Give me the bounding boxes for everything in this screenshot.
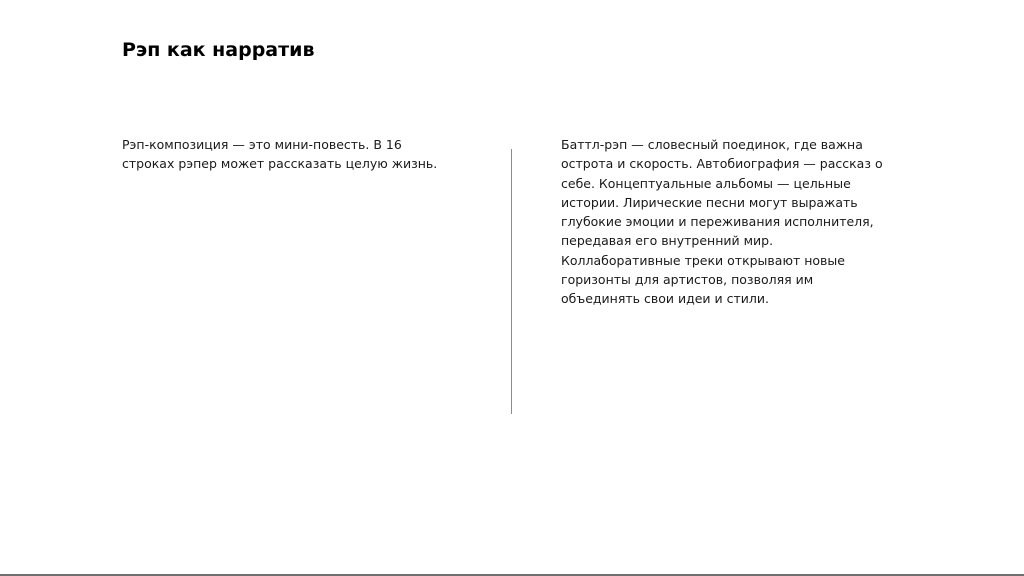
- slide-title: Рэп как нарратив: [122, 39, 315, 61]
- left-text-column: [122, 135, 462, 174]
- text-line: глубокие эмоции и переживания исполнителя,: [561, 214, 874, 230]
- text-line: Баттл-рэп — словесный поединок, где важна: [561, 137, 863, 152]
- text-line: строках рэпер может рассказать целую жизнь.: [122, 156, 438, 172]
- text-line: истории. Лирические песни могут выражать: [561, 194, 858, 210]
- column-divider: [511, 149, 512, 414]
- text-line: передавая его внутренний мир.: [561, 233, 774, 249]
- text-line: острота и скорость. Автобиография — рассказ о: [561, 156, 883, 172]
- text-line: себе. Концептуальные альбомы — цельные: [561, 175, 851, 191]
- text-line: объединять свои идеи и стили.: [561, 291, 769, 307]
- right-text-column: [561, 135, 901, 309]
- text-line: Рэп-композиция — это мини-повесть. В 16: [122, 137, 402, 152]
- text-line: горизонты для артистов, позволяя им: [561, 272, 814, 288]
- text-line: Коллаборативные треки открывают новые: [561, 252, 845, 268]
